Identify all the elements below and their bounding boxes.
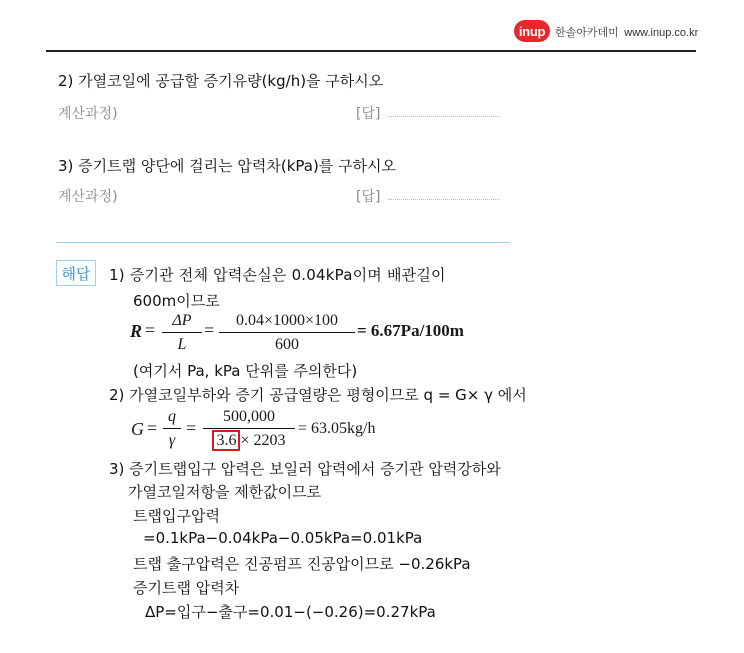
- answer-line-3: [388, 199, 500, 200]
- solution-badge: 해답: [56, 260, 96, 286]
- inup-logo: inup: [514, 20, 550, 42]
- fraction-denominator: 600: [275, 336, 299, 353]
- sol1-note: (여기서 Pa, kPa 단위를 주의한다): [133, 362, 358, 380]
- sol3-line3: 트랩입구압력: [133, 507, 220, 525]
- formula-g-result: = 63.05kg/h: [298, 420, 376, 437]
- question-3: 3) 증기트랩 양단에 걸리는 압력차(kPa)를 구하시오: [58, 157, 397, 175]
- eq-sign: =: [147, 418, 158, 438]
- fraction-numerator: q: [168, 408, 176, 425]
- formula-r-lhs: R: [130, 321, 143, 341]
- sol3-line6: 증기트랩 압력차: [133, 579, 240, 597]
- fraction-numerator: 500,000: [223, 408, 275, 425]
- sol1-line2: 600m이므로: [133, 292, 220, 310]
- fraction-bar: [162, 332, 202, 333]
- fraction-bar: [203, 428, 295, 429]
- fraction-denominator: γ: [168, 432, 176, 449]
- answer-label-3: [답]: [356, 189, 381, 205]
- fraction-q-gamma: [163, 408, 181, 450]
- site-url: www.inup.co.kr: [624, 27, 699, 39]
- highlight-box: 3.6: [212, 430, 240, 451]
- fraction-bar: [219, 332, 355, 333]
- sol3-line4: =0.1kPa−0.04kPa−0.05kPa=0.01kPa: [143, 529, 423, 547]
- fraction-g-values: [203, 408, 295, 450]
- eq-sign: =: [145, 320, 156, 340]
- sol3-line2: 가열코일저항을 제한값이므로: [128, 483, 322, 501]
- fraction-dp-l: [162, 312, 202, 354]
- sol1-line1: 1) 증기관 전체 압력손실은 0.04kPa이며 배관길이: [109, 266, 446, 284]
- fraction-numerator: 0.04×1000×100: [235, 312, 339, 329]
- fraction-numerator: ΔP: [172, 312, 192, 329]
- sol3-line1: 3) 증기트랩입구 압력은 보일러 압력에서 증기관 압력강하와: [109, 460, 501, 478]
- answer-line-2: [388, 116, 500, 117]
- fraction-values: [219, 312, 355, 354]
- fraction-bar: [163, 428, 181, 429]
- calc-label-2: 계산과정): [58, 106, 118, 122]
- formula-r-result: = 6.67Pa/100m: [357, 321, 464, 340]
- calc-label-3: 계산과정): [58, 189, 118, 205]
- eq-sign: =: [186, 418, 197, 438]
- section-divider: [56, 242, 510, 243]
- eq-sign: =: [204, 320, 215, 340]
- formula-g-lhs: G: [131, 419, 144, 439]
- sol3-line5: 트랩 출구압력은 진공펌프 진공압이므로 −0.26kPa: [133, 555, 471, 573]
- header-rule: [46, 50, 696, 52]
- fraction-denominator: 3.6 × 2203: [212, 432, 285, 450]
- academy-name: 한솔아카데미: [555, 26, 619, 39]
- sol3-line7: ΔP=입구−출구=0.01−(−0.26)=0.27kPa: [145, 603, 436, 621]
- fraction-denominator: L: [177, 336, 187, 353]
- sol2-line: 2) 가열코일부하와 증기 공급열량은 평형이므로 q = G× γ 에서: [109, 386, 527, 404]
- question-2: 2) 가열코일에 공급할 증기유량(kg/h)을 구하시오: [58, 72, 384, 90]
- answer-label-2: [답]: [356, 106, 381, 122]
- brand-text: [555, 24, 698, 40]
